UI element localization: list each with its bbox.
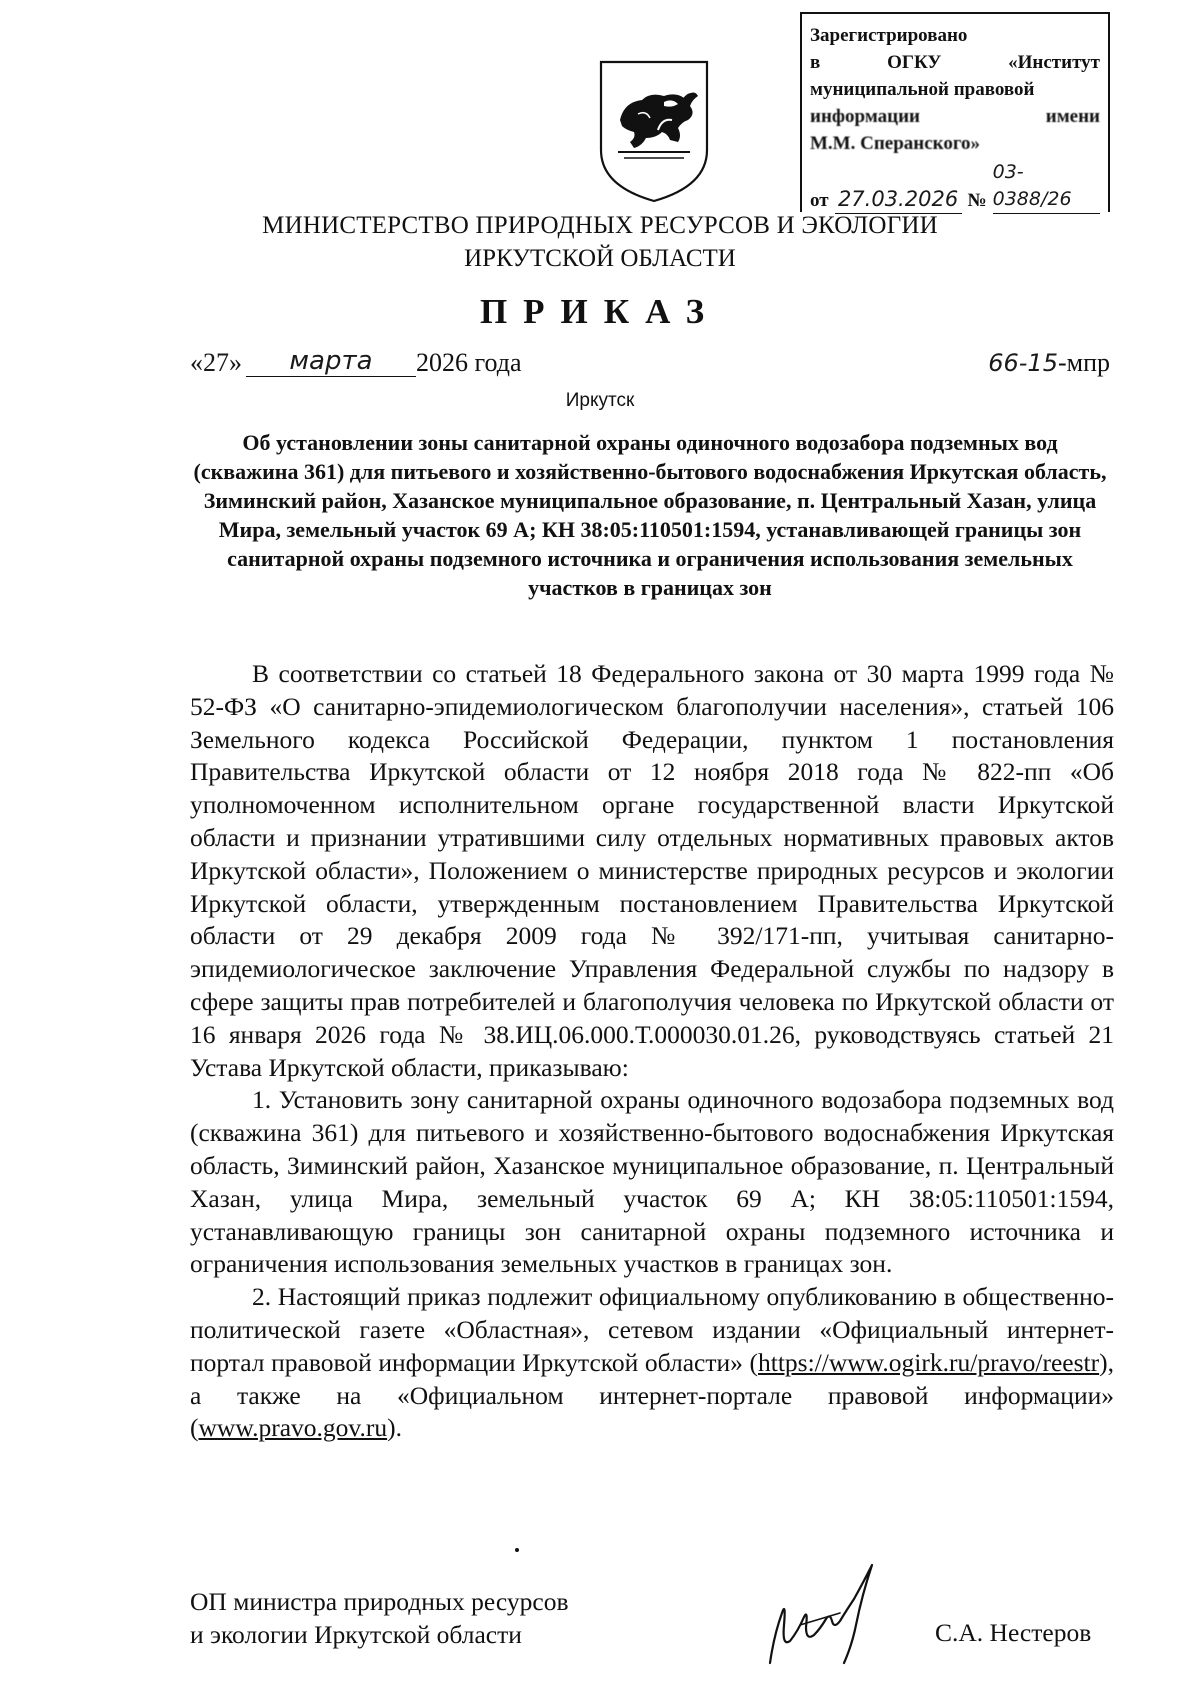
stamp-line: Зарегистрировано bbox=[810, 25, 968, 46]
stamp-line: муниципальной правовой bbox=[810, 79, 1035, 100]
document-number-suffix: -мпр bbox=[1057, 348, 1110, 377]
stamp-line: М.М. Сперанского» bbox=[810, 133, 981, 154]
preamble-paragraph: В соответствии со статьей 18 Федерального закона от 30 марта 1999 года № 52-ФЗ «О санитарно-эпидемиологическом благополучии населения», статьей 106 Земельного кодекса Российской Федерации, пунктом 1 постановления Правительства Иркутской области от 12 ноября 2018 года № 822-пп «Об уполномоченном исполнительном органе государственной власти Иркутской области и признании утратившими силу отдельных нормативных правовых актов Иркутской области», Положением о министерстве природных ресурсов и экологии Иркутской области, утвержденным постановлением Правительства Иркутской области от 29 декабря 2009 года № 392/171-пп, учитывая санитарно-эпидемиологическое заключение Управления Федеральной службы по надзору в сфере защиты прав потребителей и благополучия человека по Иркутской области от 16 января 2026 года № 38.ИЦ.06.000.Т.000030.01.26, руководствуясь статьей 21 Устава Иркутской области, приказываю: bbox=[190, 659, 1114, 1082]
order-item-2-text: ), а также на «Официальном интернет-портале правовой информации» ( bbox=[190, 1347, 1114, 1443]
stamp-registration-line bbox=[810, 159, 1100, 214]
stamp-word: имени bbox=[1045, 106, 1100, 127]
stamp-word: «Институт bbox=[1008, 52, 1100, 73]
handwritten-signature-icon bbox=[760, 1555, 900, 1670]
registration-stamp bbox=[800, 12, 1110, 212]
date-year: 2026 года bbox=[416, 348, 522, 377]
order-item-1: 1. Установить зону санитарной охраны одиночного водозабора подземных вод (скважина 361) для питьевого и хозяйственно-бытового водоснабжения Иркутская область, Зиминский район, Хазанское муниципальное образование, п. Центральный Хазан, улица Мира, земельный участок 69 А; КН 38:05:110501:1594, устанавливающую границы зон санитарной охраны подземного источника и ограничения использования земельных участков в границах зон. bbox=[190, 1085, 1114, 1279]
stamp-number-label: № bbox=[967, 190, 987, 211]
stamp-line bbox=[810, 103, 1100, 130]
document-number-handwritten: 66-15 bbox=[988, 349, 1058, 377]
document-type-heading: ПРИКАЗ bbox=[479, 292, 721, 331]
order-item-2-text: 2. Настоящий приказ подлежит официальному опубликованию в общественно-политической газете «Областная», сетевом издании «Официальный интернет-портал правовой информации Иркутской области» ( bbox=[190, 1282, 1114, 1377]
signatory-position-line1: ОП министра природных ресурсов bbox=[190, 1587, 569, 1616]
ministry-name-line2: ИРКУТСКОЙ ОБЛАСТИ bbox=[464, 245, 736, 272]
stamp-reg-date: 27.03.2026 bbox=[835, 186, 962, 214]
document-title: Об установлении зоны санитарной охраны одиночного водозабора подземных вод (скважина 361) для питьевого и хозяйственно-бытового водоснабжения Иркутская область, Зиминский район, Хазанское муниципальное образование, п. Центральный Хазан, улица Мира, земельный участок 69 А; КН 38:05:110501:1594, устанавливающей границы зон санитарной охраны подземного источника и ограничения использования земельных участков в границах зон bbox=[193, 430, 1107, 600]
document-number bbox=[988, 348, 1110, 378]
signatory-position bbox=[190, 1585, 568, 1651]
date-number-line bbox=[190, 348, 1110, 388]
stamp-date-label: от bbox=[810, 190, 829, 211]
signatory-position-line2: и экологии Иркутской области bbox=[190, 1620, 522, 1649]
document-body bbox=[190, 658, 1114, 1445]
stamp-line bbox=[810, 49, 1100, 76]
stamp-word: информации bbox=[810, 106, 920, 127]
order-item-2-text: ). bbox=[387, 1413, 402, 1443]
link-ogirk-reestr[interactable]: https://www.ogirk.ru/pravo/reestr bbox=[758, 1347, 1100, 1377]
city-name: Иркутск bbox=[565, 390, 635, 411]
order-item-2 bbox=[190, 1281, 1114, 1445]
stamp-word: в bbox=[810, 52, 821, 73]
date-month: марта bbox=[246, 346, 416, 377]
link-pravo-gov[interactable]: www.pravo.gov.ru bbox=[198, 1413, 388, 1443]
signatory-name: С.А. Нестеров bbox=[935, 1618, 1092, 1647]
date-day: «27» bbox=[190, 348, 242, 377]
stamp-word: ОГКУ bbox=[887, 52, 942, 73]
ministry-name-line1: МИНИСТЕРСТВО ПРИРОДНЫХ РЕСУРСОВ И ЭКОЛОГИИ bbox=[262, 212, 938, 239]
stamp-reg-number: 03-0388/26 bbox=[993, 159, 1100, 214]
coat-of-arms-icon bbox=[598, 58, 710, 204]
stray-dot bbox=[515, 1548, 519, 1552]
